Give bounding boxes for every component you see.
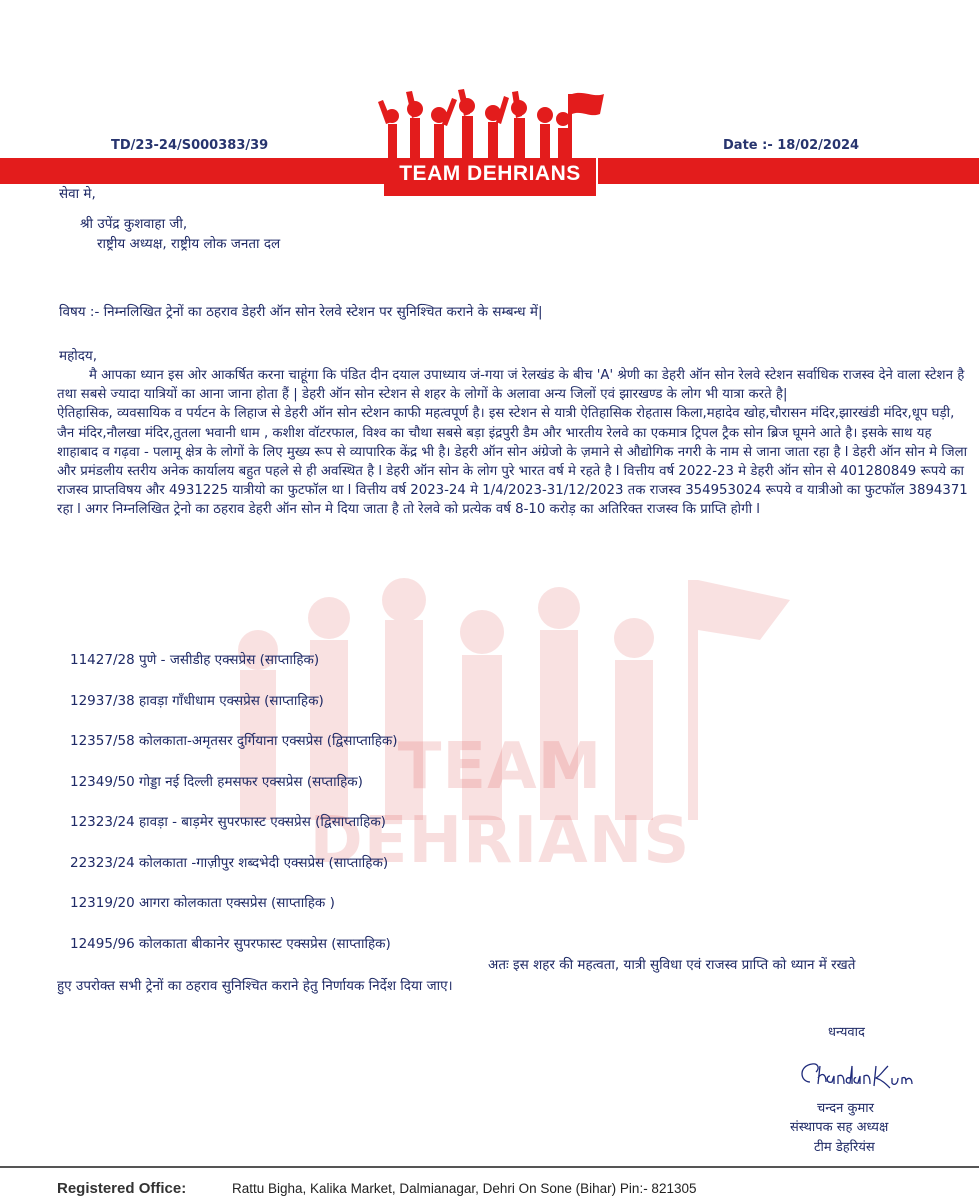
header-red-bar-left [0, 158, 385, 184]
logo-text: TEAM DEHRIANS [399, 162, 581, 185]
recipient-name: श्री उपेंद्र कुशवाहा जी, [80, 216, 188, 232]
train-item: 12319/20 आगरा कोलकाता एक्सप्रेस (साप्ताहिक ) [70, 895, 335, 911]
train-item: 12495/96 कोलकाता बीकानेर सुपरफास्ट एक्सप्रेस (साप्ताहिक) [70, 935, 391, 952]
watermark-text: TEAM DEHRIANS [309, 730, 691, 878]
header-red-bar-right [598, 158, 979, 184]
closing-line-2: हुए उपरोक्त सभी ट्रेनों का ठहराव सुनिश्चित कराने हेतु निर्णायक निर्देश दिया जाए। [57, 978, 453, 994]
greeting: महोदय, [59, 348, 98, 364]
letter-subject: विषय :- निम्नलिखित ट्रेनों का ठहराव डेहरी ऑन सोन रेलवे स्टेशन पर सुनिश्चित कराने के सम्बन्ध में| [59, 304, 543, 320]
train-item: 12349/50 गोड्डा नई दिल्ली हमसफर एक्सप्रेस (सप्ताहिक) [70, 773, 363, 790]
train-item: 22323/24 कोलकाता -गाज़ीपुर शब्दभेदी एक्सप्रेस (साप्ताहिक) [70, 854, 389, 871]
closing-line-1: अतः इस शहर की महत्वता, यात्री सुविधा एवं राजस्व प्राप्ति को ध्यान में रखते [488, 957, 856, 973]
letter-body [57, 366, 972, 520]
train-item: 12323/24 हावड़ा - बाड़मेर सुपरफास्ट एक्सप्रेस (द्विसाप्ताहिक) [70, 814, 386, 830]
handwritten-signature [796, 1052, 916, 1098]
footer-divider [0, 1166, 979, 1168]
train-item: 11427/28 पुणे - जसीडीह एक्सप्रेस (साप्ताहिक) [70, 652, 320, 668]
signatory-role: संस्थापक सह अध्यक्ष [790, 1120, 889, 1135]
registered-office-label: Registered Office: [57, 1180, 187, 1197]
thanks-text: धन्यवाद [828, 1025, 865, 1040]
body-paragraph-1: मै आपका ध्यान इस ओर आकर्षित करना चाहूंगा कि पंडित दीन दयाल उपाध्याय जं-गया जं रेलखंड के बीच 'A' श्रेणी का डेहरी ऑन सोन रेलवे स्टेशन सर्वाधिक राजस्व देने वाला स्टेशन है तथा सबसे ज्यादा यात्रियों का आना जाना होता हैं | डेहरी ऑन सोन स्टेशन से शहर के लोगों के अलावा अन्य जिलों एवं झारखण्ड के लोग भी यात्रा करते है| [57, 368, 965, 403]
letter-date: Date :- 18/02/2024 [723, 138, 860, 153]
train-item: 12357/58 कोलकाता-अमृतसर दुर्गियाना एक्सप्रेस (द्विसाप्ताहिक) [70, 733, 398, 749]
reference-number: TD/23-24/S000383/39 [111, 138, 269, 153]
registered-office-address: Rattu Bigha, Kalika Market, Dalmianagar, Dehri On Sone (Bihar) Pin:- 821305 [232, 1181, 697, 1196]
salutation-to: सेवा मे, [59, 186, 96, 202]
recipient-designation: राष्ट्रीय अध्यक्ष, राष्ट्रीय लोक जनता दल [97, 236, 281, 252]
body-paragraph-2: ऐतिहासिक, व्यवसायिक व पर्यटन के लिहाज से डेहरी ऑन सोन स्टेशन काफी महत्वपूर्ण है। इस स्टेशन से यात्री ऐतिहासिक रोहतास किला,महादेव खोह,चौरासन मंदिर,झारखंडी मंदिर,धूप घड़ी, जैन मंदिर,नौलखा मंदिर,तुतला भवानी धाम , कशीश वॉटरफाल, विश्व का चौथा सबसे बड़ा इंद्रपुरी डैम और भारतीय रेलवे का एकमात्र ट्रिपल ट्रैक सोन ब्रिज घूमने आते है। इसके साथ यह शाहाबाद व गढ़वा - पलामू क्षेत्र के लोगों के लिए मुख्य रूप से व्यापारिक केंद्र भी है। डेहरी ऑन सोन अंग्रेजो के ज़माने से औद्योगिक नगरी के नाम से जाना जाता रहा है l डेहरी ऑन सोन मे जिला और प्रमंडलीय स्तरीय अनेक कार्यालय बहुत पहले से ही अवस्थित है l डेहरी ऑन सोन के लोग पुरे भारत वर्ष मे रहते है l वित्तीय वर्ष 2022-23 मे डेहरी ऑन सोन से 401280849 रूपये का राजस्व प्राप्तविषय और 4931225 यात्रीयो का फुटफॉल था l वित्तीय वर्ष 2023-24 मे 1/4/2023-31/12/2023 तक राजस्व 354953024 रूपये व यात्रीओ का फुटफॉल 3894371 रहा l अगर निम्नलिखित ट्रेनो का ठहराव डेहरी ऑन सोन मे दिया जाता है तो रेलवे को प्रत्येक वर्ष 8-10 करोड़ का अतिरिक्त राजस्व कि प्राप्ति होगी l [57, 406, 968, 518]
signatory-org: टीम डेहरियंस [814, 1140, 875, 1155]
signatory-name: चन्दन कुमार [817, 1101, 874, 1116]
train-item: 12937/38 हावड़ा गाँधीधाम एक्सप्रेस (साप्ताहिक) [70, 692, 324, 709]
train-list [70, 650, 398, 974]
